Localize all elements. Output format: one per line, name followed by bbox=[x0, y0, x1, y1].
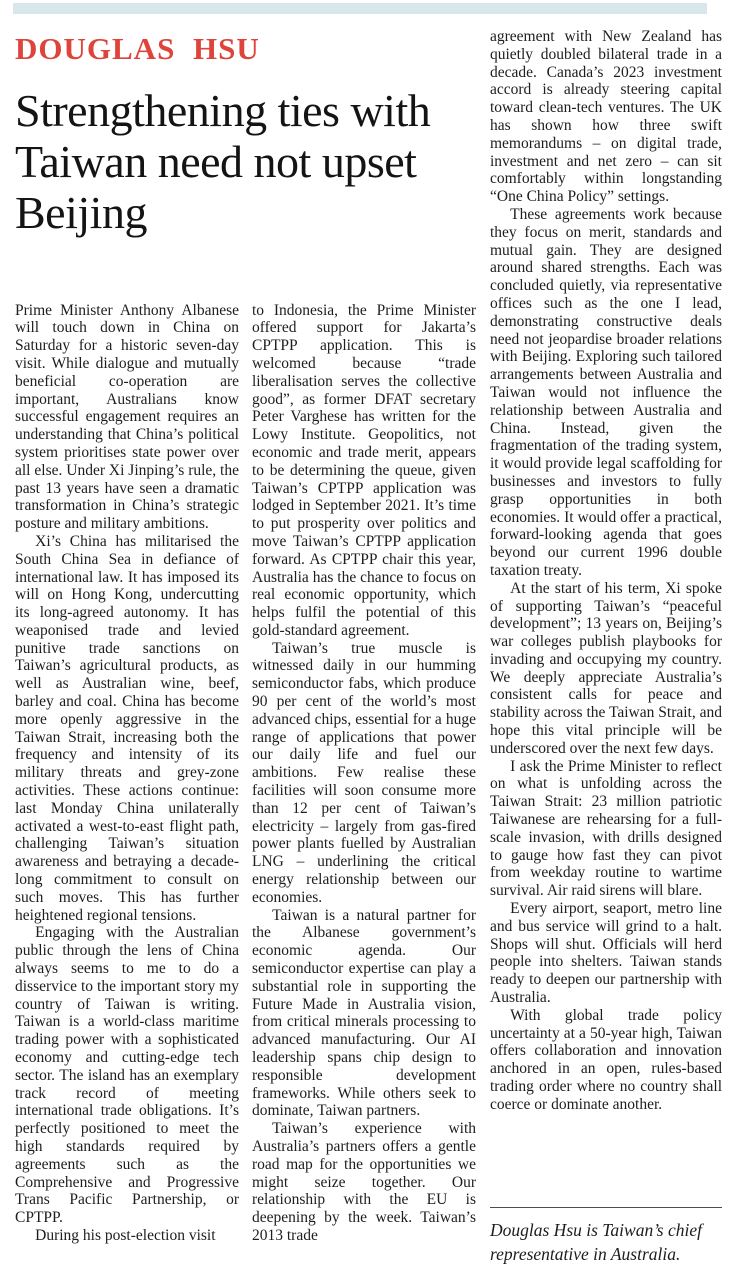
article-column-3 bbox=[490, 28, 722, 1266]
paragraph: to Indonesia, the Prime Minister offered support for Jakarta’s CPTPP application. This is welcomed because “trade liberalisation serves the collective good”, as former DFAT secretary Peter Varghese has written for the Lowy Institute. Geopolitics, not economic and trade merit, appears to be determining the queue, given Taiwan’s CPTPP application was lodged in September 2021. It’s time to put prosperity over politics and move Taiwan’s CPTPP application forward. As CPTPP chair this year, Australia has the chance to focus on real economic opportunity, which helps fulfil the potential of this gold-standard agreement. bbox=[252, 301, 476, 639]
paragraph: During his post-election visit bbox=[35, 1226, 216, 1244]
paragraph: Engaging with the Australian public through the lens of China always seems to me to do a disservice to the important story my country of Taiwan is writing. Taiwan is a world-class maritime trading power with a sophisticated economy and cutting-edge tech sector. The island has an exemplary track record of meeting international trade obligations. It’s perfectly positioned to meet the high standards required by agreements such as the Comprehensive and Progressive Trans Pacific Partnership, or CPTPP. bbox=[15, 924, 239, 1227]
paragraph: At the start of his term, Xi spoke of supporting Taiwan’s “peaceful development”; 13 years on, Beijing’s war colleges publish playbooks for invading and occupying my country. We deeply appreciate Australia’s consistent calls for peace and stability across the Taiwan Strait, and hope this vital principle will be underscored over the next few days. bbox=[490, 579, 722, 757]
author-kicker: DOUGLAS HSU bbox=[15, 31, 260, 66]
byline-divider bbox=[490, 1207, 722, 1208]
article-column-1 bbox=[15, 302, 239, 1245]
paragraph: These agreements work because they focus on merit, standards and mutual gain. They are designed around shared strengths. Each was concluded quietly, via representative offices such as the one I lead, demonstrating constructive deals need not jeopardise broader relations with Beijing. Exploring such tailored arrangements between Australia and Taiwan would not influence the relationship between Australia and China. Instead, given the fragmentation of the trading system, it would provide legal scaffolding for businesses and investors to fully grasp opportunities in both economies. It would offer a practical, forward-looking agenda that goes beyond our current 1996 double taxation treaty. bbox=[490, 205, 722, 579]
paragraph: agreement with New Zealand has quietly doubled bilateral trade in a decade. Canada’s 2023 investment accord is already steering capital toward clean-tech ventures. The UK has shown how three swift memorandums – on digital trade, investment and net zero – can sit comfortably within longstanding “One China Policy” settings. bbox=[490, 28, 722, 206]
paragraph: I ask the Prime Minister to reflect on what is unfolding across the Taiwan Strait: 23 million patriotic Taiwanese are rehearsing for a full-scale invasion, with drills designed to gauge how fast they can pivot from weekday routine to wartime survival. Air raid sirens will blare. bbox=[490, 757, 722, 900]
byline-block bbox=[490, 1195, 722, 1266]
paragraph: With global trade policy uncertainty at a 50-year high, Taiwan offers collaboration and innovation anchored in an open, rules-based trading order where no country shall coerce or dominate another. bbox=[490, 1006, 722, 1113]
article-left-region bbox=[15, 28, 476, 1266]
columns-1-2 bbox=[15, 302, 476, 1245]
article-column-2 bbox=[252, 302, 476, 1245]
paragraph: Taiwan is a natural partner for the Albanese government’s economic agenda. Our semiconductor expertise can play a substantial role in supporting the Future Made in Australia vision, from critical minerals processing to advanced manufacturing. Our AI leadership spans chip design to responsible development frameworks. While others seek to dominate, Taiwan partners. bbox=[252, 906, 476, 1120]
headline: Strengthening ties with Taiwan need not upset Beijing bbox=[15, 84, 431, 238]
paragraph: Taiwan’s experience with Australia’s partners offers a gentle road map for the opportunities we might seize together. Our relationship with the EU is deepening by the week. Taiwan’s 2013 trade bbox=[252, 1120, 476, 1244]
paragraph: Prime Minister Anthony Albanese will touch down in China on Saturday for a historic seven-day visit. While dialogue and mutually beneficial co-operation are important, Australians know successful engagement requires an understanding that China’s political system prioritises state power over all else. Under Xi Jinping’s rule, the past 13 years have seen a dramatic transformation in China’s strategic posture and military ambitions. bbox=[15, 301, 239, 533]
column-3-text bbox=[490, 28, 722, 1114]
section-divider-bar bbox=[13, 3, 707, 14]
author-byline: Douglas Hsu is Taiwan’s chief representative in Australia. bbox=[490, 1220, 702, 1264]
paragraph: Every airport, seaport, metro line and bus service will grind to a halt. Shops will shut. Officials will herd people into shelters. Taiwan stands ready to deepen our partnership with Australia. bbox=[490, 900, 722, 1007]
article-body bbox=[15, 28, 722, 1266]
paragraph: Taiwan’s true muscle is witnessed daily in our humming semiconductor fabs, which produce 90 per cent of the world’s most advanced chips, essential for a huge range of applications that power our daily life and fuel our ambitions. Few realise these facilities will soon consume more than 12 per cent of Taiwan’s electricity – largely from gas-fired power plants fuelled by Australian LNG – underlining the critical energy relationship between our economies. bbox=[252, 639, 476, 906]
paragraph: Xi’s China has militarised the South China Sea in defiance of international law. It has imposed its will on Hong Kong, undercutting its long-agreed autonomy. It has weaponised trade and levied punitive trade sanctions on Taiwan’s agricultural products, as well as Australian wine, beef, barley and coal. China has become more openly aggressive in the Taiwan Strait, increasing both the frequency and intensity of its military threats and grey-zone activities. These actions continue: last Monday China unilaterally activated a west-to-east flight path, challenging Taiwan’s situation awareness and betraying a decade-long commitment to consult on such moves. This has further heightened regional tensions. bbox=[15, 532, 239, 924]
